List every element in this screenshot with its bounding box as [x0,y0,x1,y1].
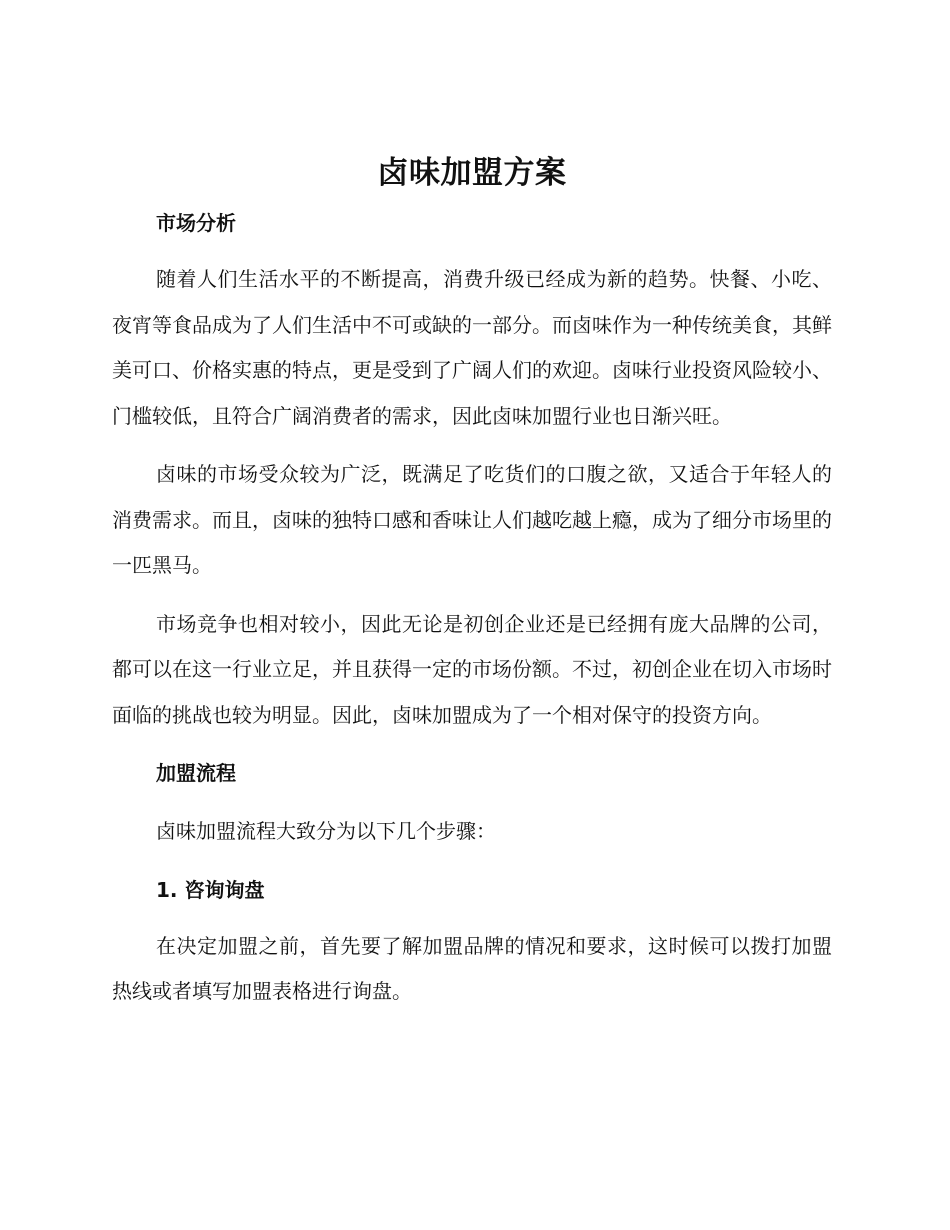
section-heading-market-analysis: 市场分析 [156,211,236,235]
paragraph-step1: 在决定加盟之前，首先要了解加盟品牌的情况和要求，这时候可以拨打加盟热线或者填写加盟表格进行询盘。 [112,933,832,1003]
paragraph-process-intro: 卤味加盟流程大致分为以下几个步骤： [156,819,496,843]
paragraph-market-1: 随着人们生活水平的不断提高，消费升级已经成为新的趋势。快餐、小吃、夜宵等食品成为了人们生活中不可或缺的一部分。而卤味作为一种传统美食，其鲜美可口、价格实惠的特点，更是受到了广阔人们的欢迎。卤味行业投资风险较小、门槛较低，且符合广阔消费者的需求，因此卤味加盟行业也日渐兴旺。 [112,267,832,428]
document-content [112,148,832,1015]
section-heading-franchise-process: 加盟流程 [156,761,236,785]
paragraph-market-2: 卤味的市场受众较为广泛，既满足了吃货们的口腹之欲，又适合于年轻人的消费需求。而且，卤味的独特口感和香味让人们越吃越上瘾，成为了细分市场里的一匹黑马。 [112,462,832,577]
document-title: 卤味加盟方案 [377,155,567,191]
paragraph-market-3: 市场竞争也相对较小，因此无论是初创企业还是已经拥有庞大品牌的公司，都可以在这一行业立足，并且获得一定的市场份额。不过，初创企业在切入市场时面临的挑战也较为明显。因此，卤味加盟成为了一个相对保守的投资方向。 [112,611,832,727]
step-heading-inquiry: 1. 咨询询盘 [156,877,265,902]
